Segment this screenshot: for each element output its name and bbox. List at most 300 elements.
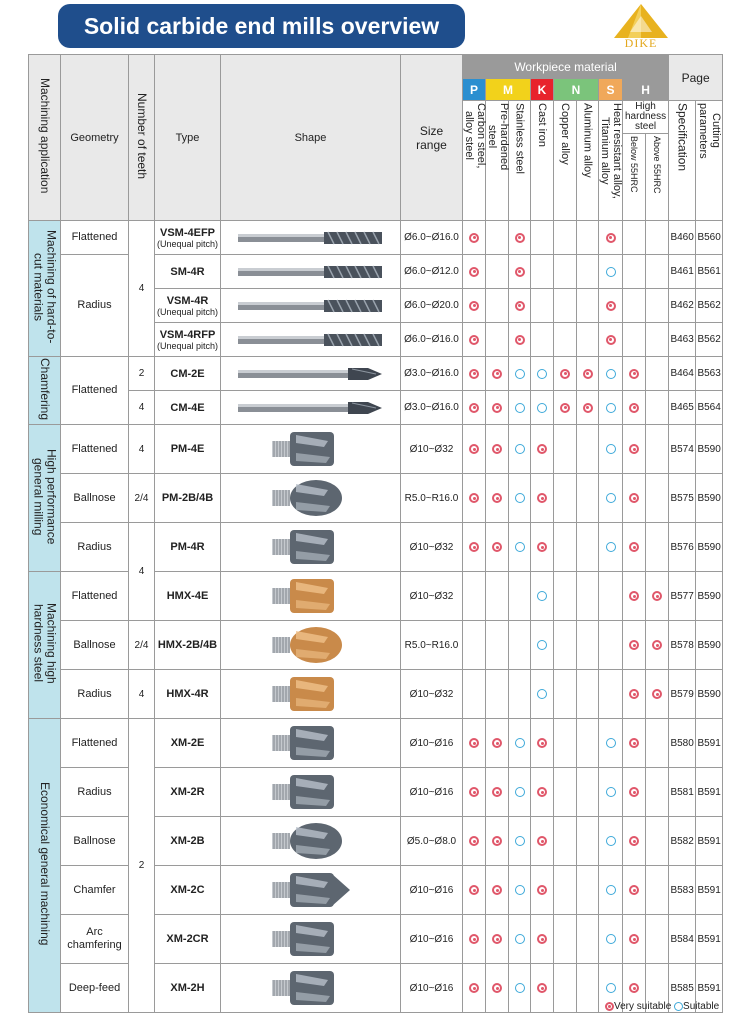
very-suitable-icon	[629, 836, 639, 846]
cutting-page-cell: B590	[696, 425, 723, 474]
size-range-cell: Ø10~Ø16	[401, 964, 463, 1013]
type-cell: XM-2CR	[155, 915, 221, 964]
very-suitable-icon	[537, 444, 547, 454]
suitability-cell	[463, 915, 486, 964]
suitability-cell	[486, 621, 509, 670]
suitability-cell	[486, 572, 509, 621]
spec-page-cell: B583	[669, 866, 696, 915]
suitable-icon	[606, 836, 616, 846]
suitable-icon	[515, 787, 525, 797]
tool-shape-image	[221, 768, 401, 817]
suitability-cell	[509, 915, 531, 964]
application-cell: Chamfering	[29, 357, 61, 425]
very-suitable-icon	[537, 885, 547, 895]
suitability-cell	[577, 621, 599, 670]
type-cell: XM-2C	[155, 866, 221, 915]
size-range-cell: Ø10~Ø32	[401, 425, 463, 474]
title-banner	[58, 4, 465, 48]
suitability-cell	[486, 866, 509, 915]
very-suitable-icon	[629, 403, 639, 413]
tool-shape-image	[221, 523, 401, 572]
size-range-cell: Ø10~Ø16	[401, 768, 463, 817]
logo-text: DIKE	[624, 36, 658, 50]
suitability-cell	[623, 768, 646, 817]
cutting-page-cell: B560	[696, 221, 723, 255]
suitability-cell	[577, 357, 599, 391]
header-spec: Specification	[669, 101, 696, 221]
suitability-cell	[577, 323, 599, 357]
suitability-cell	[463, 817, 486, 866]
table-row	[29, 474, 723, 523]
suitability-cell	[509, 323, 531, 357]
suitability-cell	[509, 474, 531, 523]
very-suitable-icon	[629, 689, 639, 699]
spec-page-cell: B465	[669, 391, 696, 425]
suitability-cell	[646, 425, 669, 474]
size-range-cell: Ø10~Ø32	[401, 670, 463, 719]
type-cell: XM-2H	[155, 964, 221, 1013]
spec-page-cell: B576	[669, 523, 696, 572]
suitability-cell	[646, 915, 669, 964]
suitability-cell	[599, 323, 623, 357]
suitability-cell	[577, 915, 599, 964]
suitable-icon	[606, 369, 616, 379]
suitability-cell	[531, 768, 554, 817]
suitability-cell	[509, 670, 531, 719]
suitability-cell	[554, 221, 577, 255]
very-suitable-icon	[583, 403, 593, 413]
suitability-cell	[554, 572, 577, 621]
very-suitable-icon	[469, 335, 479, 345]
very-suitable-icon	[629, 542, 639, 552]
spec-page-cell: B578	[669, 621, 696, 670]
suitability-cell	[646, 621, 669, 670]
very-suitable-icon	[469, 369, 479, 379]
suitability-cell	[577, 817, 599, 866]
spec-page-cell: B585	[669, 964, 696, 1013]
suitability-cell	[463, 621, 486, 670]
suitability-cell	[509, 391, 531, 425]
suitability-cell	[623, 255, 646, 289]
tool-shape-image	[221, 572, 401, 621]
suitability-cell	[623, 289, 646, 323]
very-suitable-icon	[652, 591, 662, 601]
suitable-icon	[537, 403, 547, 413]
type-cell: PM-4R	[155, 523, 221, 572]
geometry-cell: Flattened	[61, 719, 129, 768]
suitability-cell	[646, 523, 669, 572]
suitability-cell	[577, 221, 599, 255]
very-suitable-icon	[469, 233, 479, 243]
suitability-cell	[531, 523, 554, 572]
very-suitable-icon	[629, 493, 639, 503]
tool-shape-image	[221, 391, 401, 425]
cutting-page-cell: B591	[696, 915, 723, 964]
end-mills-table	[28, 54, 723, 1013]
suitability-cell	[599, 670, 623, 719]
geometry-cell: Flattened	[61, 425, 129, 474]
size-range-cell: Ø6.0~Ø12.0	[401, 255, 463, 289]
geometry-cell: Arc chamfering	[61, 915, 129, 964]
tool-shape-image	[221, 474, 401, 523]
suitability-cell	[554, 289, 577, 323]
spec-page-cell: B584	[669, 915, 696, 964]
application-cell: High performance general milling	[29, 425, 61, 572]
type-cell: VSM-4R (Unequal pitch)	[155, 289, 221, 323]
suitable-icon	[515, 885, 525, 895]
suitability-cell	[463, 719, 486, 768]
suitability-cell	[599, 817, 623, 866]
suitability-cell	[463, 866, 486, 915]
suitability-cell	[486, 817, 509, 866]
very-suitable-icon	[469, 301, 479, 311]
very-suitable-icon	[537, 542, 547, 552]
very-suitable-icon	[560, 403, 570, 413]
suitability-cell	[531, 866, 554, 915]
suitability-cell	[623, 572, 646, 621]
suitability-cell	[531, 255, 554, 289]
suitability-cell	[486, 719, 509, 768]
suitability-cell	[577, 425, 599, 474]
suitability-cell	[509, 621, 531, 670]
suitability-cell	[599, 474, 623, 523]
suitability-cell	[463, 323, 486, 357]
cutting-page-cell: B591	[696, 768, 723, 817]
suitability-cell	[463, 964, 486, 1013]
very-suitable-icon	[629, 640, 639, 650]
suitability-cell	[577, 523, 599, 572]
very-suitable-icon	[515, 335, 525, 345]
very-suitable-icon	[629, 787, 639, 797]
type-cell: PM-4E	[155, 425, 221, 474]
suitability-cell	[646, 323, 669, 357]
legend	[605, 1001, 719, 1012]
very-suitable-icon	[537, 493, 547, 503]
header-shape: Shape	[221, 55, 401, 221]
very-suitable-icon	[537, 983, 547, 993]
tool-shape-image	[221, 670, 401, 719]
suitability-cell	[554, 915, 577, 964]
teeth-cell: 2/4	[129, 474, 155, 523]
very-suitable-icon	[492, 369, 502, 379]
application-cell: Economical general machining	[29, 719, 61, 1013]
very-suitable-icon	[469, 934, 479, 944]
very-suitable-icon	[606, 335, 616, 345]
suitability-cell	[646, 474, 669, 523]
suitability-cell	[577, 572, 599, 621]
geometry-cell: Deep-feed	[61, 964, 129, 1013]
suitability-cell	[577, 391, 599, 425]
geometry-cell: Chamfer	[61, 866, 129, 915]
suitability-cell	[463, 357, 486, 391]
geometry-cell: Flattened	[61, 357, 129, 425]
type-cell: VSM-4RFP (Unequal pitch)	[155, 323, 221, 357]
geometry-cell: Ballnose	[61, 474, 129, 523]
very-suitable-icon	[652, 689, 662, 699]
suitability-cell	[599, 915, 623, 964]
suitability-cell	[554, 719, 577, 768]
suitability-cell	[554, 323, 577, 357]
header-material-5: Aluminum alloy	[577, 101, 599, 221]
suitability-cell	[531, 357, 554, 391]
suitable-icon	[515, 493, 525, 503]
suitability-cell	[531, 323, 554, 357]
tool-shape-image	[221, 425, 401, 474]
suitability-cell	[463, 572, 486, 621]
suitability-cell	[509, 866, 531, 915]
suitability-cell	[509, 523, 531, 572]
header-material-1: Pre-hardened steel	[486, 101, 509, 221]
tool-shape-image	[221, 357, 401, 391]
size-range-cell: R5.0~R16.0	[401, 474, 463, 523]
very-suitable-icon	[629, 738, 639, 748]
suitability-cell	[486, 670, 509, 719]
geometry-cell: Radius	[61, 523, 129, 572]
tool-shape-image	[221, 323, 401, 357]
cutting-page-cell: B590	[696, 621, 723, 670]
type-cell: PM-2B/4B	[155, 474, 221, 523]
very-suitable-icon	[515, 301, 525, 311]
cutting-page-cell: B591	[696, 817, 723, 866]
suitable-icon	[515, 983, 525, 993]
suitability-cell	[646, 768, 669, 817]
category-m: M	[486, 79, 531, 101]
suitable-icon	[537, 640, 547, 650]
tool-shape-image	[221, 255, 401, 289]
geometry-cell: Radius	[61, 768, 129, 817]
suitability-cell	[463, 391, 486, 425]
suitability-cell	[531, 719, 554, 768]
very-suitable-icon	[492, 787, 502, 797]
suitability-cell	[509, 255, 531, 289]
suitability-cell	[463, 255, 486, 289]
spec-page-cell: B462	[669, 289, 696, 323]
suitability-cell	[531, 289, 554, 323]
application-cell: Machining of hard-to- cut materials	[29, 221, 61, 357]
tool-shape-image	[221, 915, 401, 964]
suitability-cell	[509, 289, 531, 323]
suitability-cell	[554, 964, 577, 1013]
very-suitable-icon	[537, 787, 547, 797]
cutting-page-cell: B590	[696, 572, 723, 621]
type-cell: HMX-2B/4B	[155, 621, 221, 670]
suitability-cell	[623, 323, 646, 357]
very-suitable-icon	[606, 301, 616, 311]
suitable-icon	[606, 444, 616, 454]
suitable-icon	[515, 836, 525, 846]
suitability-cell	[486, 915, 509, 964]
suitability-cell	[599, 523, 623, 572]
suitability-cell	[623, 221, 646, 255]
header-page: Page	[669, 55, 723, 101]
suitability-cell	[463, 670, 486, 719]
spec-page-cell: B581	[669, 768, 696, 817]
suitability-cell	[463, 289, 486, 323]
tool-shape-image	[221, 221, 401, 255]
table-row	[29, 425, 723, 474]
suitability-cell	[599, 289, 623, 323]
suitability-cell	[509, 817, 531, 866]
spec-page-cell: B460	[669, 221, 696, 255]
suitability-cell	[554, 817, 577, 866]
suitable-icon	[606, 787, 616, 797]
suitable-icon	[674, 1002, 683, 1011]
spec-page-cell: B582	[669, 817, 696, 866]
type-cell: HMX-4R	[155, 670, 221, 719]
suitability-cell	[577, 255, 599, 289]
suitability-cell	[646, 866, 669, 915]
suitability-cell	[509, 357, 531, 391]
suitability-cell	[486, 221, 509, 255]
suitability-cell	[623, 357, 646, 391]
suitability-cell	[554, 670, 577, 719]
legend-suitable: Suitable	[683, 1001, 720, 1012]
suitability-cell	[599, 255, 623, 289]
suitability-cell	[463, 474, 486, 523]
type-cell: HMX-4E	[155, 572, 221, 621]
suitability-cell	[623, 817, 646, 866]
suitable-icon	[606, 403, 616, 413]
very-suitable-icon	[469, 403, 479, 413]
suitable-icon	[606, 983, 616, 993]
suitability-cell	[509, 221, 531, 255]
teeth-cell: 2	[129, 357, 155, 391]
suitability-cell	[623, 621, 646, 670]
suitability-cell	[554, 523, 577, 572]
very-suitable-icon	[492, 983, 502, 993]
spec-page-cell: B574	[669, 425, 696, 474]
size-range-cell: Ø6.0~Ø20.0	[401, 289, 463, 323]
size-range-cell: Ø10~Ø16	[401, 719, 463, 768]
suitability-cell	[646, 391, 669, 425]
type-cell: XM-2R	[155, 768, 221, 817]
suitable-icon	[515, 738, 525, 748]
suitability-cell	[531, 425, 554, 474]
suitability-cell	[599, 768, 623, 817]
suitable-icon	[515, 369, 525, 379]
suitable-icon	[606, 934, 616, 944]
suitability-cell	[509, 964, 531, 1013]
very-suitable-icon	[629, 934, 639, 944]
header-type: Type	[155, 55, 221, 221]
very-suitable-icon	[537, 934, 547, 944]
tool-shape-image	[221, 621, 401, 670]
header-workpiece: Workpiece material	[463, 55, 669, 79]
very-suitable-icon	[606, 233, 616, 243]
very-suitable-icon	[469, 493, 479, 503]
size-range-cell: Ø3.0~Ø16.0	[401, 391, 463, 425]
spec-page-cell: B463	[669, 323, 696, 357]
header-material-0: Carbon steel, alloy steel	[463, 101, 486, 221]
suitability-cell	[509, 572, 531, 621]
very-suitable-icon	[492, 934, 502, 944]
suitability-cell	[554, 621, 577, 670]
suitable-icon	[537, 689, 547, 699]
header-size: Size range	[401, 55, 463, 221]
very-suitable-icon	[492, 836, 502, 846]
header-material-6: Heat resistant alloy, Titanium alloy	[599, 101, 623, 221]
type-cell: XM-2B	[155, 817, 221, 866]
suitability-cell	[463, 425, 486, 474]
suitable-icon	[606, 542, 616, 552]
cutting-page-cell: B591	[696, 719, 723, 768]
suitability-cell	[463, 221, 486, 255]
suitability-cell	[577, 670, 599, 719]
suitable-icon	[515, 403, 525, 413]
suitability-cell	[486, 289, 509, 323]
suitability-cell	[599, 719, 623, 768]
type-cell: CM-4E	[155, 391, 221, 425]
suitable-icon	[537, 369, 547, 379]
type-cell: SM-4R	[155, 255, 221, 289]
teeth-cell: 2	[129, 719, 155, 1013]
suitability-cell	[486, 357, 509, 391]
very-suitable-icon	[537, 738, 547, 748]
spec-page-cell: B461	[669, 255, 696, 289]
suitability-cell	[599, 621, 623, 670]
suitability-cell	[577, 719, 599, 768]
very-suitable-icon	[515, 233, 525, 243]
very-suitable-icon	[492, 493, 502, 503]
suitability-cell	[599, 221, 623, 255]
category-s: S	[599, 79, 623, 101]
suitability-cell	[577, 289, 599, 323]
table-row	[29, 719, 723, 768]
suitability-cell	[646, 572, 669, 621]
header-teeth: Number of teeth	[129, 55, 155, 221]
very-suitable-icon	[492, 444, 502, 454]
header-application: Machining application	[29, 55, 61, 221]
cutting-page-cell: B562	[696, 289, 723, 323]
very-suitable-icon	[629, 369, 639, 379]
header-material-2: Stainless steel	[509, 101, 531, 221]
teeth-cell: 4	[129, 221, 155, 357]
suitability-cell	[554, 474, 577, 523]
spec-page-cell: B577	[669, 572, 696, 621]
size-range-cell: R5.0~R16.0	[401, 621, 463, 670]
suitability-cell	[531, 915, 554, 964]
very-suitable-icon	[605, 1002, 614, 1011]
header-hardness: High hardness steel Below 55HRC Above 55HRC	[623, 101, 669, 221]
very-suitable-icon	[629, 983, 639, 993]
suitability-cell	[577, 964, 599, 1013]
suitability-cell	[623, 719, 646, 768]
geometry-cell: Radius	[61, 255, 129, 357]
suitable-icon	[606, 267, 616, 277]
size-range-cell: Ø10~Ø16	[401, 915, 463, 964]
suitability-cell	[577, 474, 599, 523]
header-cutting: Cutting parameters	[696, 101, 723, 221]
suitability-cell	[486, 523, 509, 572]
table-row	[29, 221, 723, 255]
page-title: Solid carbide end mills overview	[83, 13, 440, 39]
suitability-cell	[554, 768, 577, 817]
suitability-cell	[486, 391, 509, 425]
very-suitable-icon	[469, 983, 479, 993]
suitability-cell	[531, 670, 554, 719]
suitable-icon	[515, 542, 525, 552]
suitability-cell	[599, 572, 623, 621]
suitability-cell	[509, 425, 531, 474]
very-suitable-icon	[629, 444, 639, 454]
type-cell: XM-2E	[155, 719, 221, 768]
suitable-icon	[606, 885, 616, 895]
suitability-cell	[599, 391, 623, 425]
legend-very-suitable: Very suitable	[614, 1001, 672, 1012]
category-p: P	[463, 79, 486, 101]
teeth-cell: 2/4	[129, 621, 155, 670]
suitability-cell	[531, 621, 554, 670]
